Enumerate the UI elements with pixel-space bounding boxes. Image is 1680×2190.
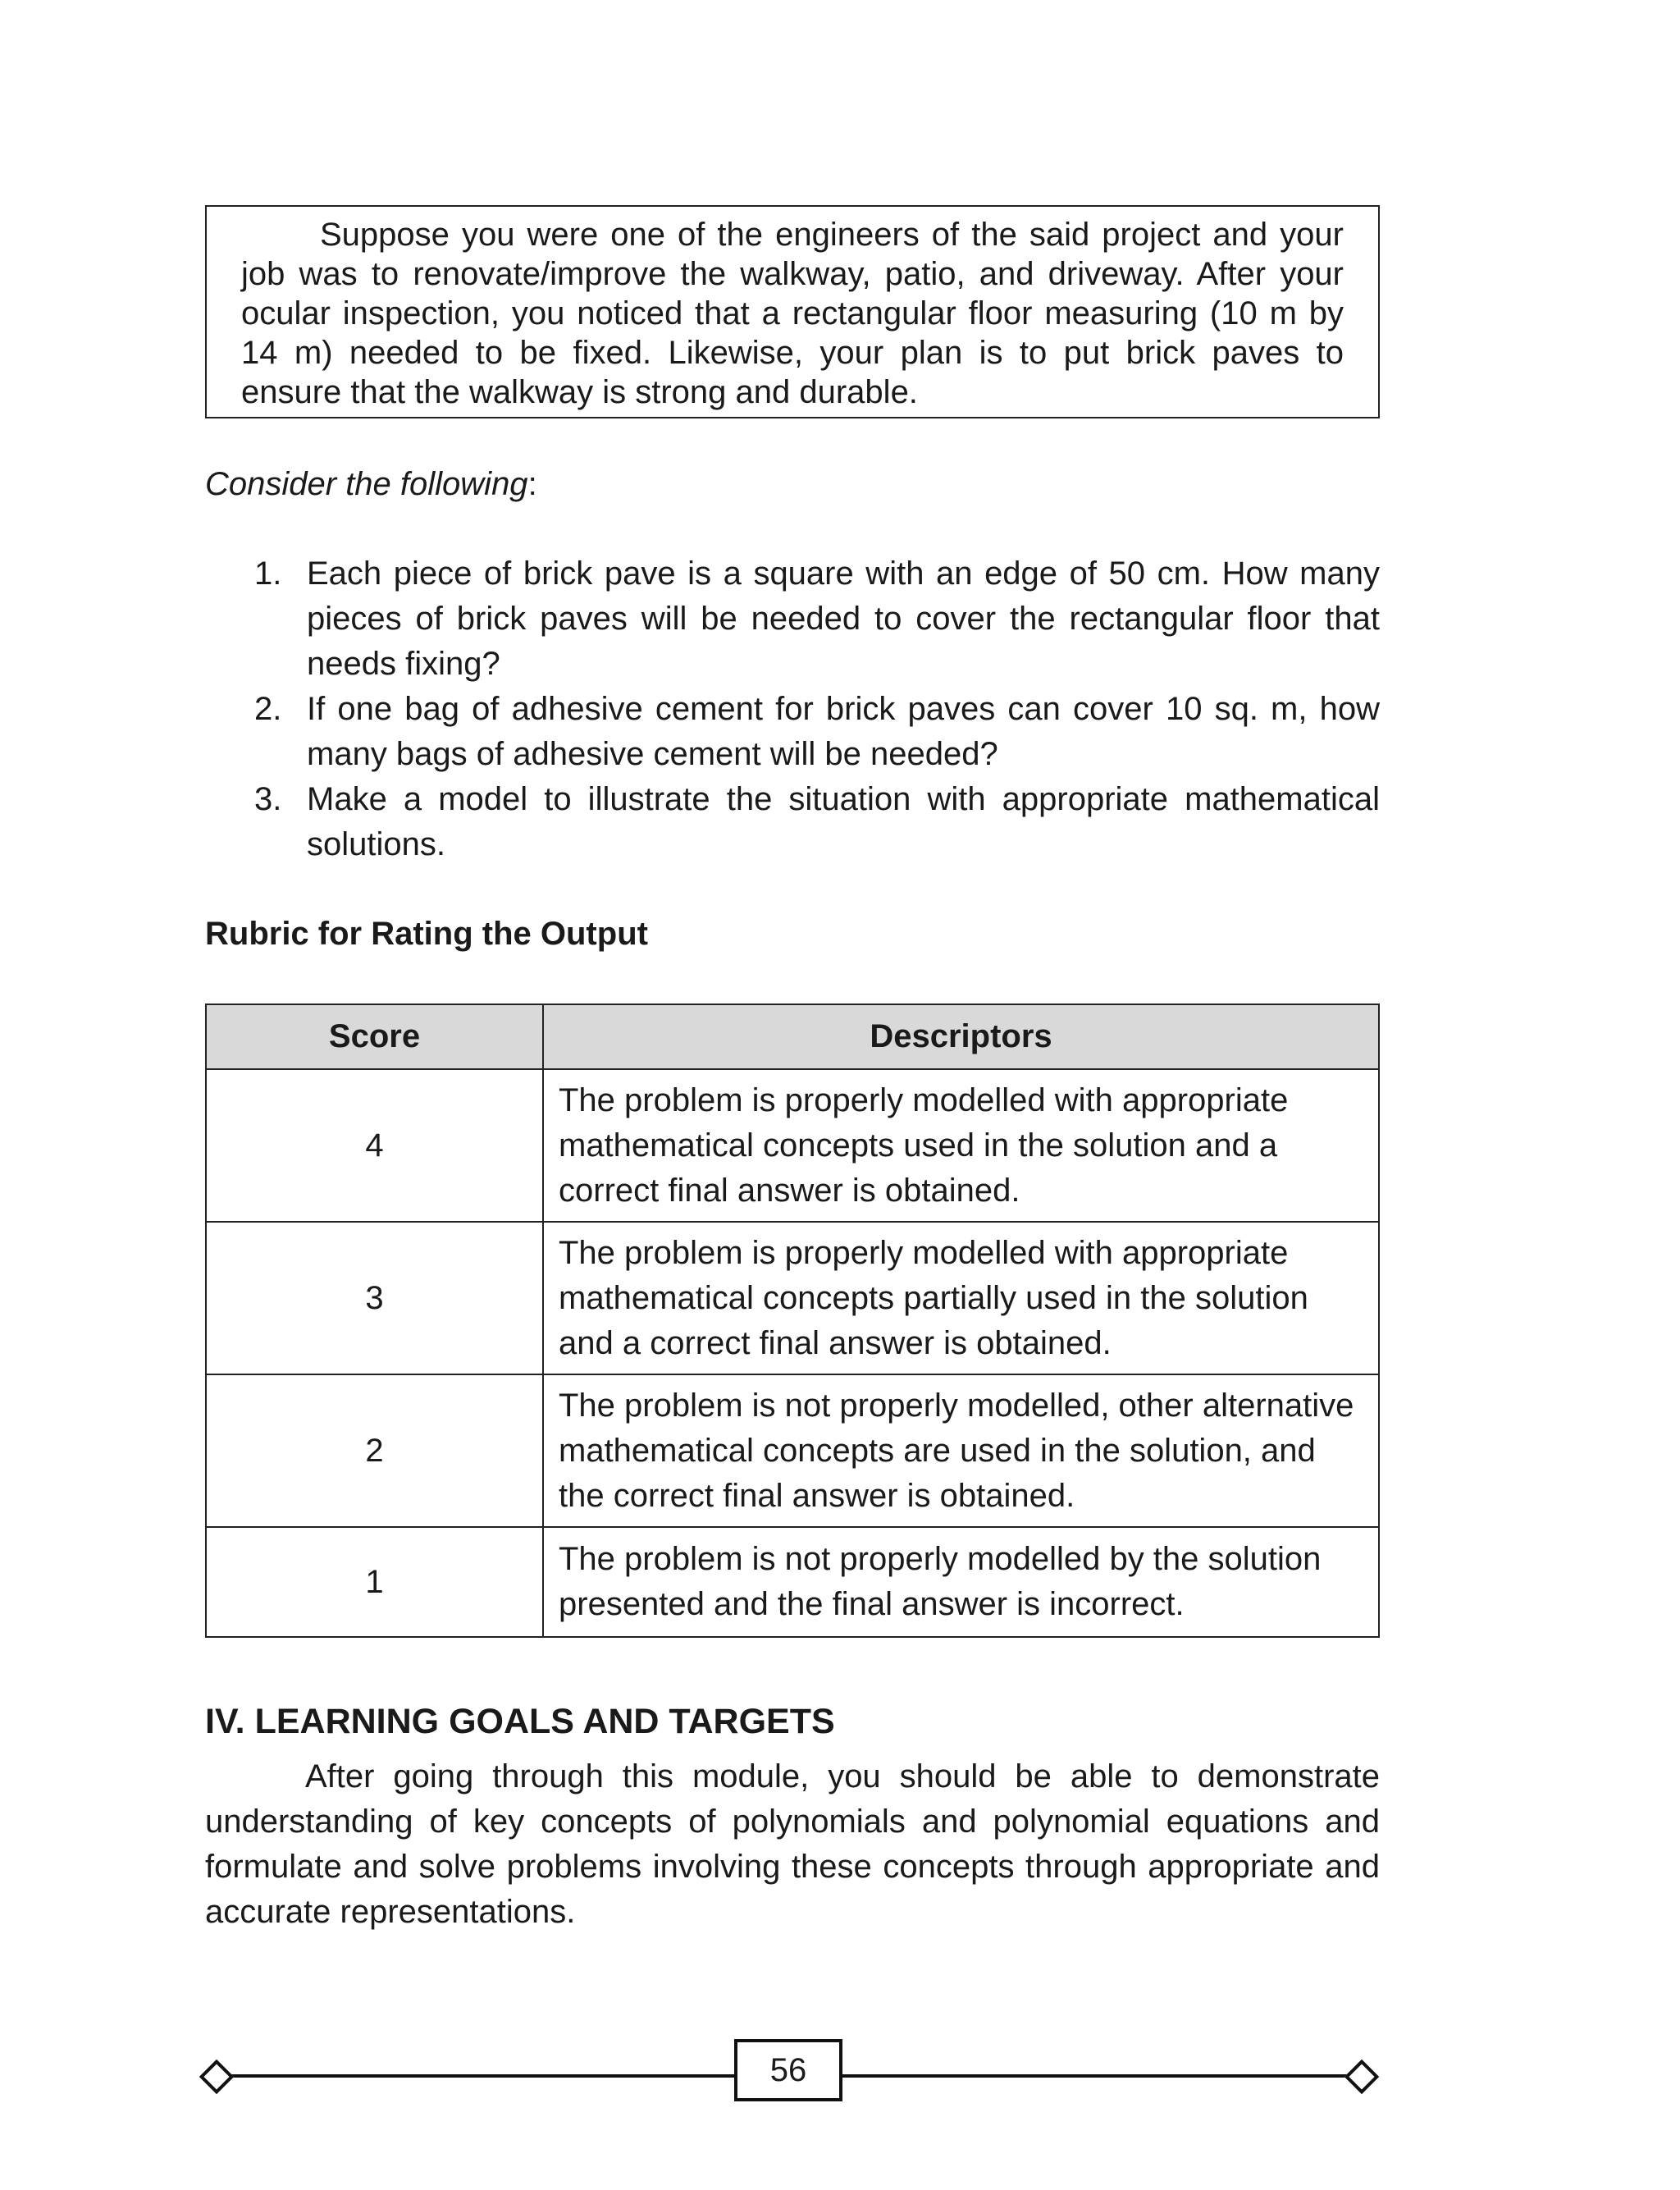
list-item (205, 777, 1380, 867)
list-item-text: Make a model to illustrate the situation with appropriate mathematical solutions. (307, 781, 1380, 862)
table-row (206, 1069, 1379, 1222)
score-cell: 1 (206, 1527, 543, 1637)
learning-goals-paragraph: After going through this module, you should be able to demonstrate understanding of key concepts of polynomials and polynomial equations and formulate and solve problems involving these concepts through appropriate and accurate representations. (205, 1758, 1380, 1930)
list-item-text: If one bag of adhesive cement for brick paves can cover 10 sq. m, how many bags of adhesive cement will be needed? (307, 691, 1380, 772)
footer-rule-left (218, 2074, 735, 2078)
list-item (205, 687, 1380, 777)
descriptor-cell: The problem is properly modelled with appropriate mathematical concepts partially used in the solution and a correct final answer is obtained. (543, 1222, 1379, 1374)
footer-rule-right (842, 2074, 1355, 2078)
list-item-text: Each piece of brick pave is a square with an edge of 50 cm. How many pieces of brick paves will be needed to cover the rectangular floor that needs fixing? (307, 556, 1380, 682)
section-heading: IV. LEARNING GOALS AND TARGETS (205, 1702, 835, 1741)
score-cell: 2 (206, 1374, 543, 1527)
page-number: 56 (734, 2039, 842, 2101)
diamond-icon (199, 2060, 234, 2094)
descriptor-cell: The problem is not properly modelled, other alternative mathematical concepts are used in the solution, and the correct final answer is obtained. (543, 1374, 1379, 1527)
table-header-row (206, 1004, 1379, 1069)
diamond-icon (1344, 2060, 1379, 2094)
list-item-number: 3. (254, 781, 282, 817)
rubric-table (205, 1004, 1380, 1638)
score-cell: 4 (206, 1069, 543, 1222)
descriptor-cell: The problem is properly modelled with appropriate mathematical concepts used in the solution and a correct final answer is obtained. (543, 1069, 1379, 1222)
descriptor-cell: The problem is not properly modelled by the solution presented and the final answer is incorrect. (543, 1527, 1379, 1637)
scenario-text: Suppose you were one of the engineers of the said project and your job was to renovate/improve the walkway, patio, and driveway. After your ocular inspection, you noticed that a rectangular floor measuring (10 m by 14 m) needed to be fixed. Likewise, your plan is to put brick paves to ensure that the walkway is strong and durable. (241, 217, 1344, 410)
rubric-title: Rubric for Rating the Output (205, 916, 648, 952)
consider-label-text: Consider the following (205, 466, 528, 502)
header-score: Score (206, 1004, 543, 1069)
table-row (206, 1374, 1379, 1527)
question-list (205, 551, 1380, 867)
scenario-box (205, 205, 1380, 418)
table-row (206, 1527, 1379, 1637)
header-descriptors: Descriptors (543, 1004, 1379, 1069)
list-item-number: 1. (254, 556, 282, 592)
score-cell: 3 (206, 1222, 543, 1374)
consider-label (205, 464, 537, 504)
consider-colon: : (527, 466, 537, 502)
table-row (206, 1222, 1379, 1374)
list-item (205, 551, 1380, 687)
list-item-number: 2. (254, 691, 282, 727)
